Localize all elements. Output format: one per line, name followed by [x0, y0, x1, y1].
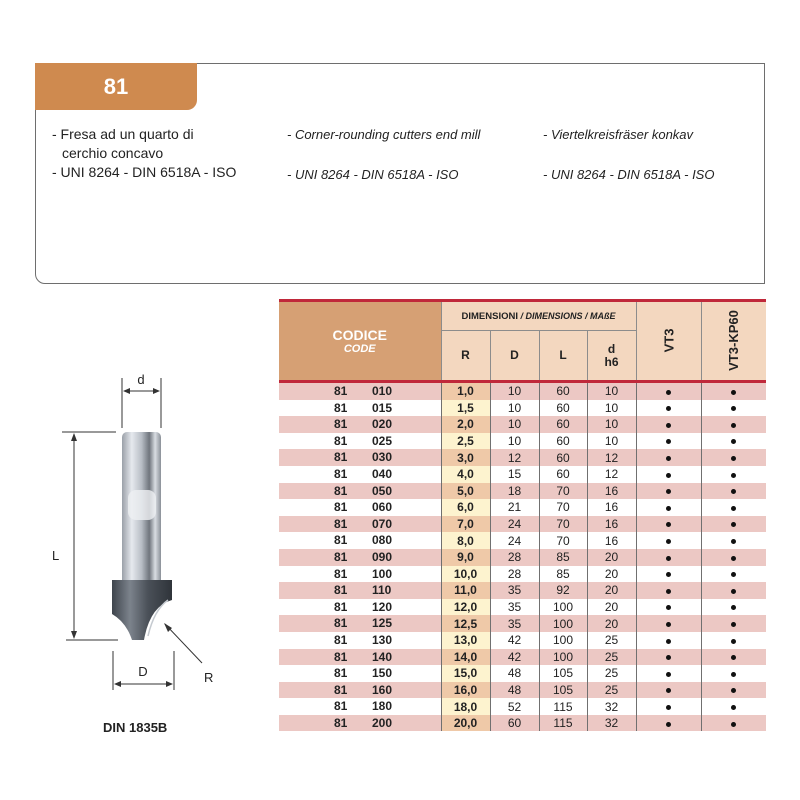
code-value: 110	[372, 583, 392, 598]
D-cell: 48	[490, 682, 539, 699]
code-cell	[279, 682, 441, 699]
table-body	[279, 382, 766, 732]
availability-dot-icon	[731, 539, 736, 544]
code-cell	[279, 532, 441, 549]
availability-dot-icon	[731, 473, 736, 478]
r-cell: 2,5	[441, 433, 490, 450]
code-cell	[279, 615, 441, 632]
D-cell: 35	[490, 599, 539, 616]
vt3kp60-availability	[701, 682, 766, 699]
vt3-availability	[636, 715, 701, 732]
D-column-header: D	[490, 331, 539, 382]
d-cell: 20	[587, 615, 636, 632]
table-row	[279, 416, 766, 433]
r-cell: 12,5	[441, 615, 490, 632]
vt3-availability	[636, 382, 701, 400]
series-value: 81	[334, 533, 348, 548]
r-cell: 9,0	[441, 549, 490, 566]
code-value: 090	[372, 549, 393, 564]
series-value: 81	[334, 649, 348, 664]
availability-dot-icon	[731, 556, 736, 561]
availability-dot-icon	[731, 722, 736, 727]
code-value: 050	[372, 483, 393, 498]
r-cell: 5,0	[441, 483, 490, 500]
code-value: 015	[372, 400, 393, 415]
r-cell: 3,0	[441, 449, 490, 466]
code-cell	[279, 599, 441, 616]
d-column-header: d h6	[587, 331, 636, 382]
series-value: 81	[334, 400, 348, 415]
code-cell	[279, 416, 441, 433]
availability-dot-icon	[666, 489, 671, 494]
L-cell: 60	[539, 416, 587, 433]
D-cell: 12	[490, 449, 539, 466]
L-cell: 60	[539, 449, 587, 466]
desc-en-line-2: - UNI 8264 - DIN 6518A - ISO	[287, 167, 459, 182]
vt3kp60-availability	[701, 400, 766, 417]
d-cell: 20	[587, 549, 636, 566]
code-cell	[279, 499, 441, 516]
desc-en-line-1: - Corner-rounding cutters end mill	[287, 127, 481, 142]
availability-dot-icon	[666, 539, 671, 544]
availability-dot-icon	[666, 722, 671, 727]
table-row	[279, 516, 766, 533]
series-value: 81	[334, 417, 348, 432]
availability-dot-icon	[666, 639, 671, 644]
label-d: d	[137, 372, 145, 387]
code-cell	[279, 632, 441, 649]
table-row	[279, 483, 766, 500]
vt3kp60-availability	[701, 715, 766, 732]
cutter-drawing	[40, 360, 240, 690]
vt3-availability	[636, 682, 701, 699]
vt3kp60-availability	[701, 649, 766, 666]
code-value: 150	[372, 666, 393, 681]
availability-dot-icon	[666, 439, 671, 444]
d-cell: 25	[587, 649, 636, 666]
series-value: 81	[334, 666, 348, 681]
code-value: 010	[372, 384, 393, 398]
table-row	[279, 698, 766, 715]
code-value: 180	[372, 699, 393, 714]
d-cell: 10	[587, 433, 636, 450]
series-value: 81	[334, 483, 348, 498]
vt3-availability	[636, 532, 701, 549]
vt3kp60-availability	[701, 698, 766, 715]
L-cell: 115	[539, 715, 587, 732]
product-code: 81	[103, 73, 129, 99]
code-cell	[279, 665, 441, 682]
D-cell: 35	[490, 615, 539, 632]
product-code-tab	[35, 63, 197, 110]
r-cell: 12,0	[441, 599, 490, 616]
vt3-availability	[636, 698, 701, 715]
code-value: 070	[372, 516, 393, 531]
r-cell: 10,0	[441, 566, 490, 583]
d-cell: 16	[587, 483, 636, 500]
L-cell: 115	[539, 698, 587, 715]
vt3kp60-availability	[701, 582, 766, 599]
code-header-label: CODICE	[332, 327, 387, 343]
availability-dot-icon	[731, 705, 736, 710]
series-value: 81	[334, 583, 348, 598]
availability-dot-icon	[731, 439, 736, 444]
availability-dot-icon	[666, 522, 671, 527]
D-cell: 10	[490, 382, 539, 400]
L-cell: 70	[539, 483, 587, 500]
table-row	[279, 433, 766, 450]
code-value: 080	[372, 533, 393, 548]
availability-dot-icon	[731, 589, 736, 594]
series-value: 81	[334, 599, 348, 614]
availability-dot-icon	[666, 423, 671, 428]
dimensions-table	[279, 299, 766, 731]
availability-dot-icon	[666, 605, 671, 610]
L-cell: 60	[539, 400, 587, 417]
d-cell: 12	[587, 466, 636, 483]
vt3kp60-availability	[701, 615, 766, 632]
desc-it-line-3: - UNI 8264 - DIN 6518A - ISO	[52, 164, 237, 180]
d-cell: 10	[587, 400, 636, 417]
desc-de-line-1: - Viertelkreisfräser konkav	[543, 127, 694, 142]
vt3kp60-availability	[701, 599, 766, 616]
vt3kp60-column-header	[701, 301, 766, 382]
L-cell: 92	[539, 582, 587, 599]
table-row	[279, 615, 766, 632]
availability-dot-icon	[666, 672, 671, 677]
D-cell: 18	[490, 483, 539, 500]
d-cell: 10	[587, 416, 636, 433]
r-column-header: R	[441, 331, 490, 382]
code-value: 020	[372, 417, 393, 432]
availability-dot-icon	[731, 605, 736, 610]
D-cell: 28	[490, 566, 539, 583]
series-value: 81	[334, 433, 348, 448]
series-value: 81	[334, 466, 348, 481]
d-cell: 16	[587, 499, 636, 516]
D-cell: 60	[490, 715, 539, 732]
code-column-header	[279, 301, 441, 382]
series-value: 81	[334, 682, 348, 697]
d-cell: 20	[587, 566, 636, 583]
d-cell: 25	[587, 665, 636, 682]
availability-dot-icon	[731, 489, 736, 494]
availability-dot-icon	[666, 506, 671, 511]
D-cell: 21	[490, 499, 539, 516]
r-cell: 16,0	[441, 682, 490, 699]
dim-header-de: / MAßE	[585, 310, 616, 321]
vt3-availability	[636, 632, 701, 649]
code-value: 140	[372, 649, 393, 664]
series-value: 81	[334, 516, 348, 531]
series-value: 81	[334, 450, 348, 465]
L-cell: 60	[539, 466, 587, 483]
desc-it-line-1: - Fresa ad un quarto di	[52, 126, 194, 142]
vt3kp60-availability	[701, 516, 766, 533]
vt3kp60-availability	[701, 483, 766, 500]
table-row	[279, 532, 766, 549]
d-cell: 25	[587, 682, 636, 699]
table-row	[279, 499, 766, 516]
code-value: 200	[372, 715, 393, 730]
D-cell: 10	[490, 433, 539, 450]
r-cell: 8,0	[441, 532, 490, 549]
vt3-availability	[636, 566, 701, 583]
D-cell: 10	[490, 400, 539, 417]
description-italian	[52, 125, 272, 182]
code-subheader-label: CODE	[343, 343, 376, 355]
availability-dot-icon	[731, 688, 736, 693]
vt3kp60-availability	[701, 632, 766, 649]
vt3-availability	[636, 483, 701, 500]
availability-dot-icon	[731, 456, 736, 461]
code-cell	[279, 649, 441, 666]
d-cell: 20	[587, 582, 636, 599]
label-D: D	[138, 664, 148, 679]
code-cell	[279, 566, 441, 583]
L-cell: 105	[539, 682, 587, 699]
vt3-availability	[636, 549, 701, 566]
dim-header-it: DIMENSIONI	[461, 310, 518, 322]
L-cell: 100	[539, 632, 587, 649]
vt3kp60-availability	[701, 532, 766, 549]
code-value: 025	[372, 433, 393, 448]
L-cell: 60	[539, 433, 587, 450]
availability-dot-icon	[731, 572, 736, 577]
r-cell: 18,0	[441, 698, 490, 715]
r-cell: 15,0	[441, 665, 490, 682]
D-cell: 35	[490, 582, 539, 599]
vt3kp60-availability	[701, 433, 766, 450]
code-value: 125	[372, 616, 393, 631]
label-L: L	[52, 548, 60, 563]
code-value: 100	[372, 566, 393, 581]
description-english	[287, 125, 527, 184]
series-value: 81	[334, 616, 348, 631]
vt3kp60-availability	[701, 499, 766, 516]
availability-dot-icon	[731, 406, 736, 411]
table-row	[279, 582, 766, 599]
code-cell	[279, 483, 441, 500]
vt3-availability	[636, 649, 701, 666]
availability-dot-icon	[666, 572, 671, 577]
availability-dot-icon	[666, 456, 671, 461]
code-cell	[279, 449, 441, 466]
availability-dot-icon	[666, 622, 671, 627]
desc-de-line-2: - UNI 8264 - DIN 6518A - ISO	[543, 167, 715, 182]
availability-dot-icon	[666, 688, 671, 693]
availability-dot-icon	[731, 622, 736, 627]
r-cell: 6,0	[441, 499, 490, 516]
vt3kp60-availability	[701, 449, 766, 466]
series-value: 81	[334, 384, 348, 398]
d-cell: 12	[587, 449, 636, 466]
r-cell: 2,0	[441, 416, 490, 433]
vt3kp60-availability	[701, 416, 766, 433]
d-cell: 16	[587, 532, 636, 549]
D-cell: 42	[490, 649, 539, 666]
L-cell: 100	[539, 649, 587, 666]
code-value: 060	[372, 500, 393, 515]
series-value: 81	[334, 549, 348, 564]
availability-dot-icon	[731, 655, 736, 660]
dim-header-en: / DIMENSIONS	[517, 310, 585, 321]
r-cell: 14,0	[441, 649, 490, 666]
code-cell	[279, 400, 441, 417]
code-value: 160	[372, 682, 393, 697]
table-row	[279, 566, 766, 583]
D-cell: 10	[490, 416, 539, 433]
vt3kp60-availability	[701, 665, 766, 682]
d-cell: 32	[587, 698, 636, 715]
table-row	[279, 382, 766, 400]
vt3-availability	[636, 433, 701, 450]
code-cell	[279, 698, 441, 715]
availability-dot-icon	[666, 556, 671, 561]
vt3kp60-availability	[701, 382, 766, 400]
code-cell	[279, 549, 441, 566]
d-cell: 10	[587, 382, 636, 400]
L-cell: 70	[539, 516, 587, 533]
r-cell: 1,5	[441, 400, 490, 417]
r-cell: 11,0	[441, 582, 490, 599]
d-cell: 25	[587, 632, 636, 649]
d-cell: 32	[587, 715, 636, 732]
table-row	[279, 682, 766, 699]
availability-dot-icon	[666, 473, 671, 478]
label-R: R	[204, 670, 214, 685]
desc-en-spacer	[287, 144, 527, 165]
L-cell: 85	[539, 549, 587, 566]
vt3-availability	[636, 400, 701, 417]
L-cell: 100	[539, 615, 587, 632]
vt3-column-header	[636, 301, 701, 382]
d-cell: 16	[587, 516, 636, 533]
vt3kp60-label: VT3-KP60	[726, 310, 742, 371]
availability-dot-icon	[731, 390, 736, 395]
table-row	[279, 400, 766, 417]
description-german	[543, 125, 763, 184]
vt3-availability	[636, 449, 701, 466]
vt3-availability	[636, 615, 701, 632]
desc-it-line-2: cerchio concavo	[62, 145, 164, 161]
code-cell	[279, 382, 441, 400]
availability-dot-icon	[666, 655, 671, 660]
table-row	[279, 665, 766, 682]
availability-dot-icon	[731, 522, 736, 527]
code-cell	[279, 582, 441, 599]
series-value: 81	[334, 715, 348, 730]
vt3-availability	[636, 516, 701, 533]
r-cell: 1,0	[441, 382, 490, 400]
vt3-availability	[636, 466, 701, 483]
table-row	[279, 449, 766, 466]
table-row	[279, 599, 766, 616]
table-row	[279, 632, 766, 649]
vt3kp60-availability	[701, 466, 766, 483]
L-cell: 70	[539, 532, 587, 549]
availability-dot-icon	[666, 705, 671, 710]
D-cell: 28	[490, 549, 539, 566]
vt3-availability	[636, 582, 701, 599]
availability-dot-icon	[666, 390, 671, 395]
D-cell: 52	[490, 698, 539, 715]
series-value: 81	[334, 632, 348, 647]
code-value: 120	[372, 599, 393, 614]
vt3kp60-availability	[701, 566, 766, 583]
L-cell: 100	[539, 599, 587, 616]
r-cell: 13,0	[441, 632, 490, 649]
table-row	[279, 649, 766, 666]
din-standard-label: DIN 1835B	[103, 720, 168, 735]
availability-dot-icon	[731, 423, 736, 428]
D-cell: 48	[490, 665, 539, 682]
series-value: 81	[334, 566, 348, 581]
L-cell: 70	[539, 499, 587, 516]
series-value: 81	[334, 500, 348, 515]
vt3-availability	[636, 665, 701, 682]
r-cell: 20,0	[441, 715, 490, 732]
table-row	[279, 715, 766, 732]
availability-dot-icon	[731, 672, 736, 677]
dimensions-header	[441, 301, 636, 331]
vt3-availability	[636, 499, 701, 516]
desc-de-spacer	[543, 144, 763, 165]
code-value: 030	[372, 450, 393, 465]
D-cell: 42	[490, 632, 539, 649]
vt3kp60-availability	[701, 549, 766, 566]
code-cell	[279, 516, 441, 533]
code-cell	[279, 715, 441, 732]
D-cell: 15	[490, 466, 539, 483]
table-row	[279, 549, 766, 566]
availability-dot-icon	[731, 506, 736, 511]
L-cell: 85	[539, 566, 587, 583]
vt3-label: VT3	[661, 328, 676, 353]
code-cell	[279, 433, 441, 450]
vt3-availability	[636, 416, 701, 433]
code-value: 130	[372, 632, 393, 647]
r-cell: 7,0	[441, 516, 490, 533]
availability-dot-icon	[666, 589, 671, 594]
table-row	[279, 466, 766, 483]
r-cell: 4,0	[441, 466, 490, 483]
D-cell: 24	[490, 516, 539, 533]
code-value: 040	[372, 466, 393, 481]
availability-dot-icon	[731, 639, 736, 644]
L-cell: 60	[539, 382, 587, 400]
L-column-header: L	[539, 331, 587, 382]
series-value: 81	[334, 699, 348, 714]
L-cell: 105	[539, 665, 587, 682]
availability-dot-icon	[666, 406, 671, 411]
D-cell: 24	[490, 532, 539, 549]
code-cell	[279, 466, 441, 483]
d-cell: 20	[587, 599, 636, 616]
vt3-availability	[636, 599, 701, 616]
